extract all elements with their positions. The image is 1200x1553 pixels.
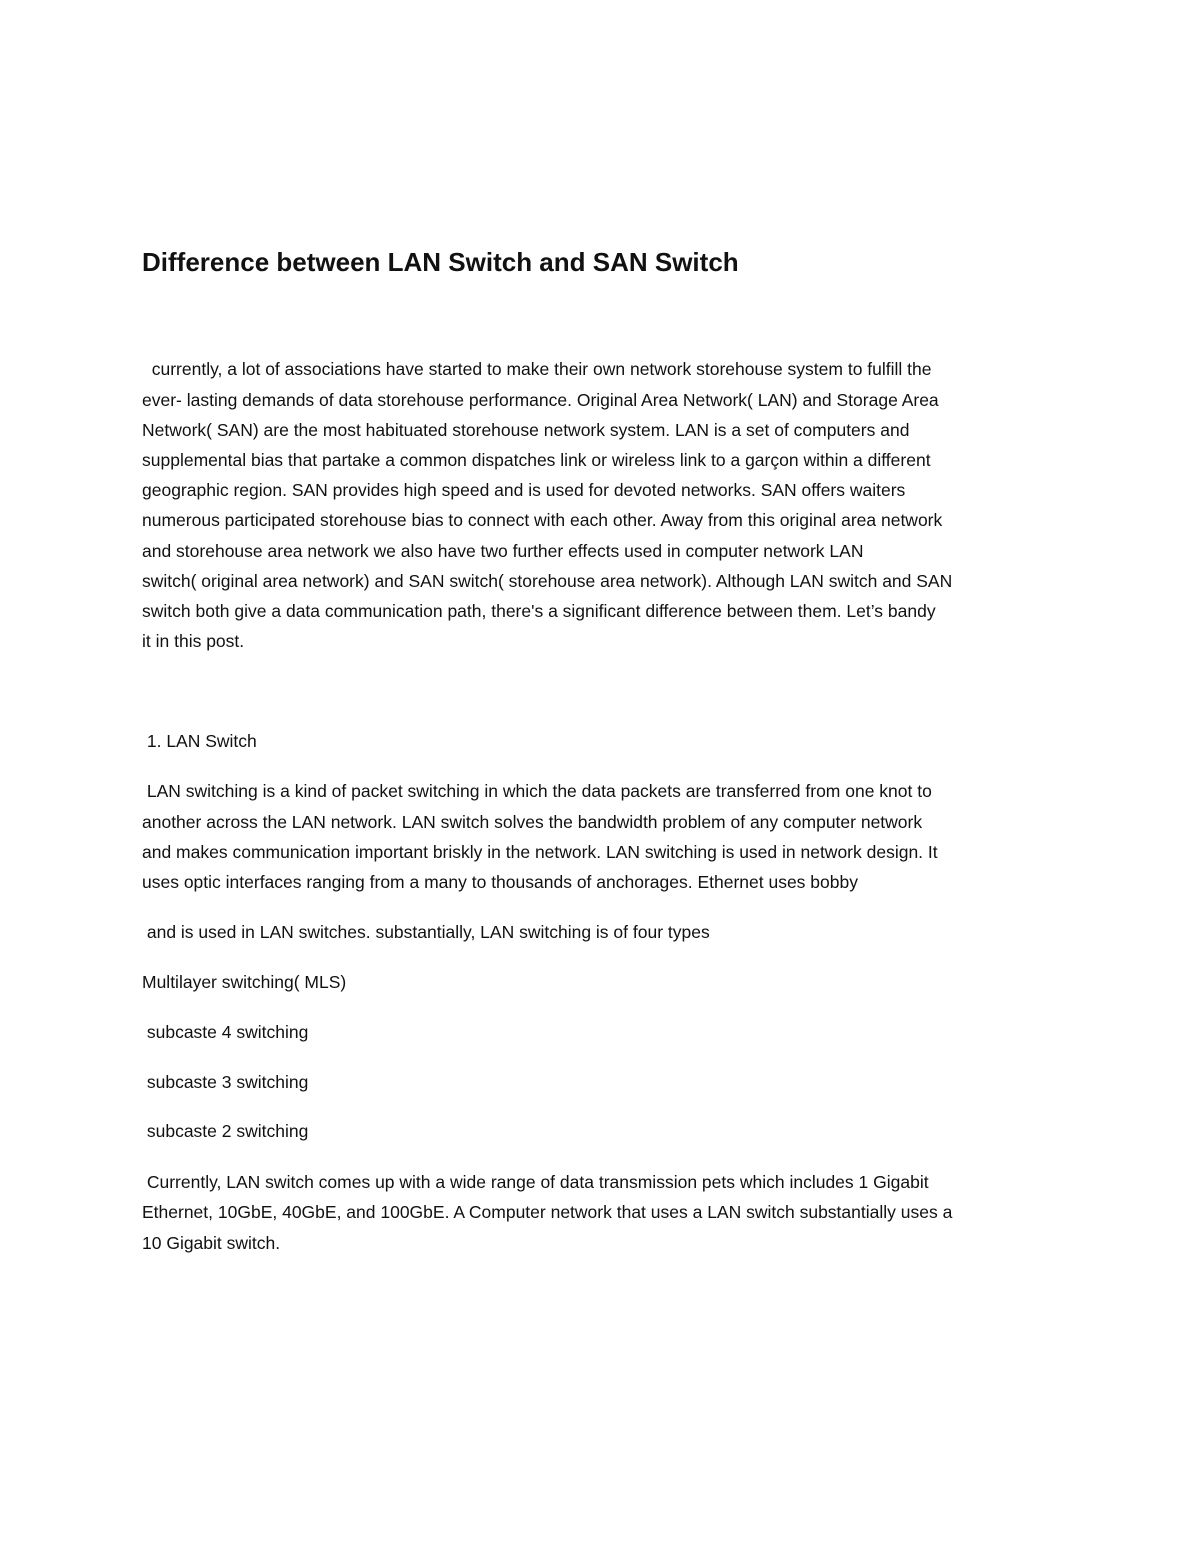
closing-line: Currently, LAN switch comes up with a wide range of data transmission pets which includes 1 Gigabit <box>142 1172 929 1192</box>
intro-line: switch both give a data communication path, there's a significant difference between them. Let’s bandy <box>142 601 936 621</box>
lan-line: another across the LAN network. LAN switch solves the bandwidth problem of any computer network <box>142 812 923 832</box>
switching-type-item: subcaste 2 switching <box>142 1121 309 1141</box>
closing-line: 10 Gigabit switch. <box>142 1233 281 1253</box>
switching-type-item: subcaste 4 switching <box>142 1022 309 1042</box>
intro-line: currently, a lot of associations have started to make their own network storehouse system to fulfill the <box>142 359 932 379</box>
intro-line: geographic region. SAN provides high speed and is used for devoted networks. SAN offers waiters <box>142 480 906 500</box>
intro-line: ever- lasting demands of data storehouse performance. Original Area Network( LAN) and Storage Area <box>142 390 939 410</box>
types-intro: and is used in LAN switches. substantially, LAN switching is of four types <box>142 922 710 942</box>
switching-type-item: subcaste 3 switching <box>142 1072 309 1092</box>
lan-line: LAN switching is a kind of packet switching in which the data packets are transferred from one knot to <box>142 781 932 801</box>
closing-line: Ethernet, 10GbE, 40GbE, and 100GbE. A Computer network that uses a LAN switch substantially uses a <box>142 1202 953 1222</box>
lan-line: and makes communication important briskly in the network. LAN switching is used in network design. It <box>142 842 938 862</box>
intro-line: supplemental bias that partake a common dispatches link or wireless link to a garçon within a different <box>142 450 931 470</box>
document-title: Difference between LAN Switch and SAN Switch <box>142 247 739 277</box>
intro-line: numerous participated storehouse bias to connect with each other. Away from this original area network <box>142 510 943 530</box>
intro-line: Network( SAN) are the most habituated storehouse network system. LAN is a set of computers and <box>142 420 910 440</box>
lan-line: uses optic interfaces ranging from a many to thousands of anchorages. Ethernet uses bobby <box>142 872 858 892</box>
intro-line: it in this post. <box>142 631 245 651</box>
intro-line: switch( original area network) and SAN switch( storehouse area network). Although LAN switch and SAN <box>142 571 953 591</box>
intro-line: and storehouse area network we also have two further effects used in computer network LAN <box>142 541 864 561</box>
section-heading-lan-switch: 1. LAN Switch <box>142 731 257 751</box>
switching-type-item: Multilayer switching( MLS) <box>142 972 347 992</box>
